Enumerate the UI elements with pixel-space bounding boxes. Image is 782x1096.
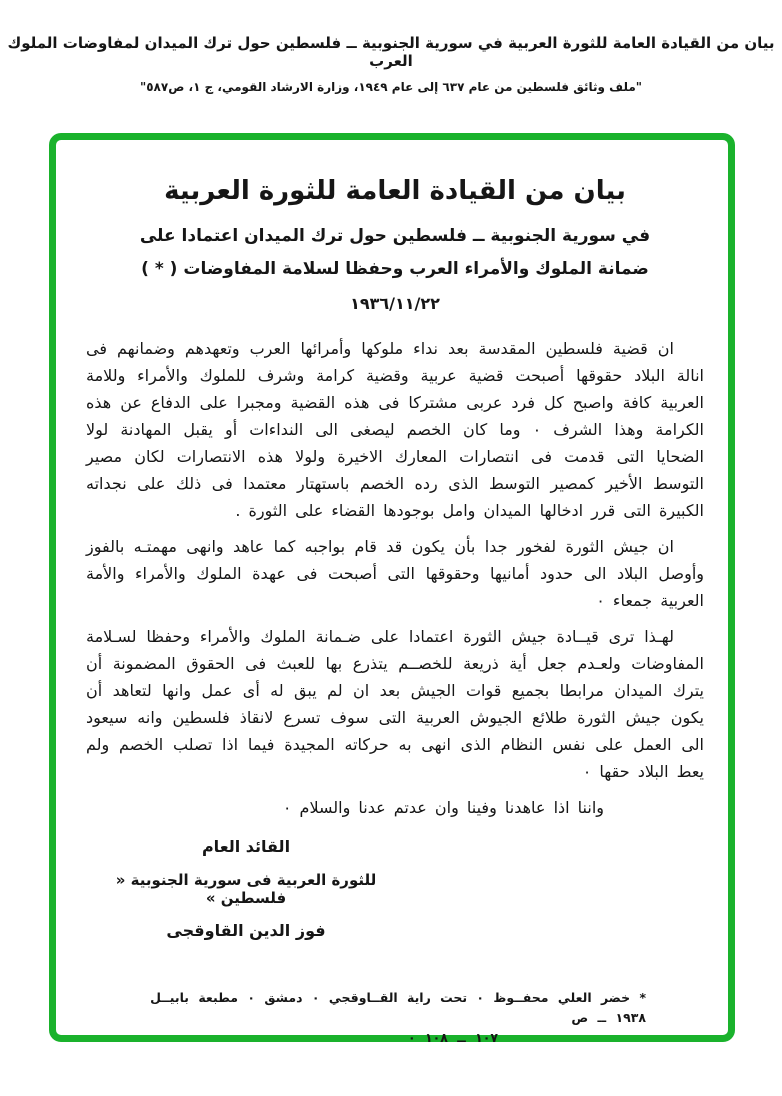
signature-name: فوز الدين القاوقجى xyxy=(166,921,326,940)
footnote xyxy=(86,988,704,1048)
footnote-line2: ١٠٧ ــ ١٠٨ ٠ xyxy=(407,1030,498,1045)
document-subtitle-line2: ضمانة الملوك والأمراء العرب وحفظا لسلامة المفاوضات ( * ) xyxy=(141,259,649,279)
paragraph-3: لهـذا ترى قيــادة جيش الثورة اعتمادا على ضـمانة الملوك والأمراء وحفظا لسـلامة المفاوضات ولعـدم جعل أية ذريعة للخصــم يتذرع بها للعبث فى الحقوق المضمونة أن يترك الميدان مرابطا بجميع قوات الجيش بعد ان لم يبق له أى عمل وانها لتعاهد أن يكون جيش الثورة طلائع الجيوش العربية التى سوف تسرع لانقاذ فلسطين وانه سيعود الى العمل على نفس النظام الذى انهى به حركاته المجيدة فيما اذا تصلب الخصم ولم يعط البلاد حقها ٠ xyxy=(86,627,704,781)
document-body xyxy=(86,335,704,821)
signature-block xyxy=(96,837,396,940)
catalog-source-reference: "ملف وثائق فلسطين من عام ٦٣٧ إلى عام ١٩٤٩، وزارة الارشاد القومي، ج ١، ص٥٨٧" xyxy=(139,80,643,94)
footnote-line1: * خضر العلي محفــوظ ٠ تحت راية القــاوقجي ٠ دمشق ٠ مطبعة بابيــل ١٩٣٨ ــ ص xyxy=(150,990,646,1025)
scanned-document xyxy=(56,140,728,1048)
paragraph-closing: واننا اذا عاهدنا وفينا وان عدتم عدنا والسلام ٠ xyxy=(282,798,604,817)
signature-title: القائد العام xyxy=(201,837,291,856)
green-frame xyxy=(49,133,735,1045)
paragraph-1: ان قضية فلسطين المقدسة بعد نداء ملوكها وأمرائها العرب وتعهدهم وضمانهم فى انالة البلاد حقوقها أصبحت قضية عربية وقضية كرامة وشرف للملوك والأمراء وللامة العربية كافة واصبح كل فرد عربى مشتركا فى هذه القضية ومجبرا على الدفاع عن هذه الكرامة وهذا الشرف ٠ وما كان الخصم ليصغى الى النداءات أو يقبل المهادنة لولا الضحايا التى قدمت فى انتصارات المعارك الاخيرة ولولا هذه الانتصارات لكان مصير التوسط الأخير كمصير التوسط الذى رده الخصم باستهتار معتمدا فى ذلك على نجداته الكبيرة التى قرر ادخالها الميدان وامل بوجودها القضاء على الثورة . xyxy=(86,339,704,520)
document-title: بيان من القيادة العامة للثورة العربية xyxy=(164,176,626,206)
signature-organization: للثورة العربية فى سورية الجنوبية « فلسطين » xyxy=(115,871,377,907)
catalog-title: بيان من القيادة العامة للثورة العربية في سورية الجنوبية ــ فلسطين حول ترك الميدان لمفاوضات الملوك العرب xyxy=(7,34,775,70)
document-subtitle-line1: في سورية الجنوبية ــ فلسطين حول ترك الميدان اعتمادا على xyxy=(139,226,651,246)
paragraph-2: ان جيش الثورة لفخور جدا بأن يكون قد قام بواجبه كما عاهد وانهى مهمتـه بالفوز وأوصل البلاد الى حدود أمانيها وحقوقها التى أصبحت فى عهدة الملوك والأمراء والأمة العربية جمعاء ٠ xyxy=(86,537,704,610)
document-date: ١٩٣٦/١١/٢٢ xyxy=(350,294,440,313)
catalog-header xyxy=(0,34,782,94)
